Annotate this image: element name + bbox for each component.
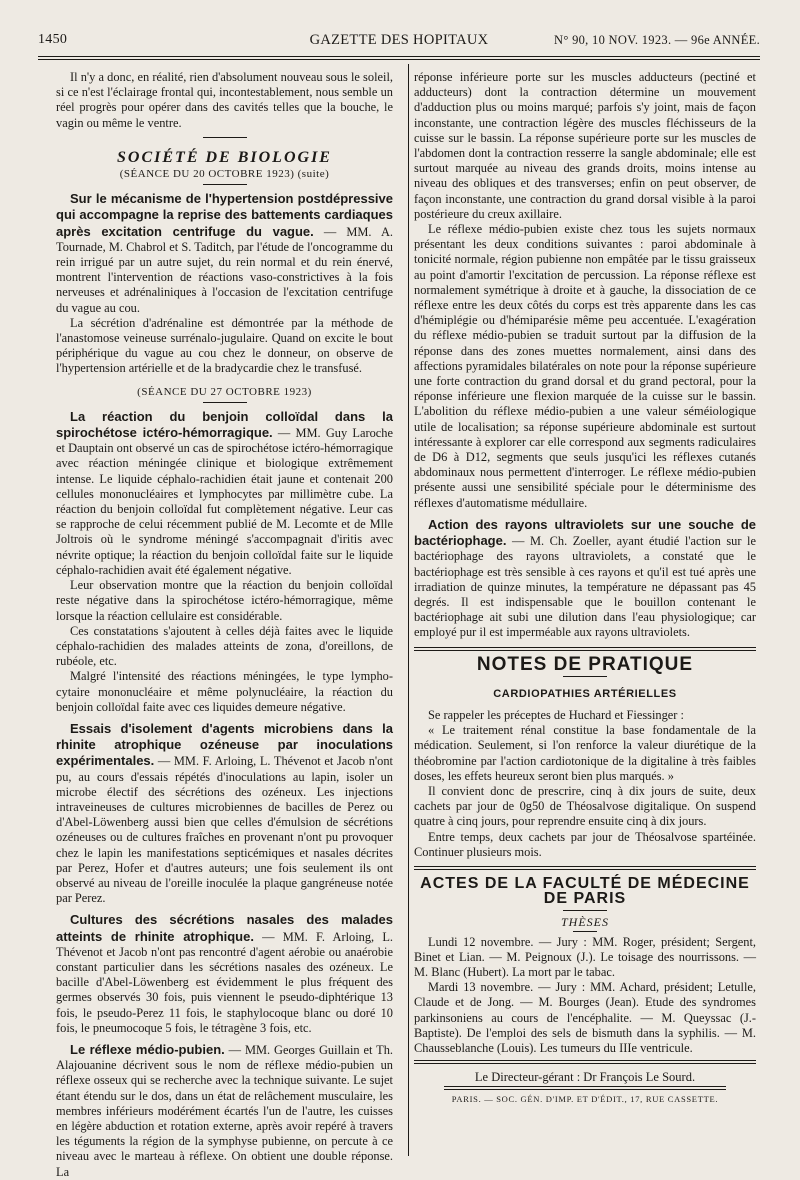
intro-paragraph: Il n'y a donc, en réalité, rien d'absolument nouveau sous le soleil, si ce n'est l'éclairage frontal qui, incontestablement, nous semble un réel progrès pour opérer dans des cavités telles que la bouche, le vagin ou même le ventre. [56, 70, 393, 130]
article-title: La réaction du benjoin colloïdal dans la spirochétose ictéro-hémorragique. [56, 408, 393, 441]
article-reflexe [56, 1042, 393, 1180]
article-title: Cultures des sécrétions nasales des malades atteints de rhinite atrophique. [56, 912, 393, 944]
issue-info: N° 90, 10 NOV. 1923. — 96e ANNÉE. [554, 33, 760, 47]
article-paragraph: La sécrétion d'adrénaline est démontrée par la méthode de l'anastomose veineuse surrénalo-jugulaire. Quand on excite le bout périphérique du vague au cou chez le donneur, on observe de l'hypertension artérielle et de la bradycardie chez le transfusé. [56, 315, 393, 376]
article-title: Le réflexe médio-pubien. [70, 1041, 225, 1057]
article-body: — MM. Guy Laroche et Dauptain ont observé un cas de spirochétose ictéro-hémorragique avec réaction méningée clinique et biologique extrêmement intense. Le liquide céphalo-rachidien était jaune et contenait 200 cellules mononucléaires et lymphocytes par millimètre cube. La réaction du benjoin colloïdal fut complètement négative. Leur cas se rapproche de celui récemment publié de M. Lecomte et de Mlle Joltrois où le syndrome méningé s'accompagnait d'iritis avec névrite optique; la réaction du benjoin colloïdal faite sur le liquide céphalo-rachidien avait été également négative. [56, 426, 393, 577]
column-divider [408, 64, 409, 1156]
notes-heading: NOTES DE PRATIQUE [476, 653, 694, 675]
section-rule [414, 647, 756, 651]
society-heading: SOCIÉTÉ DE BIOLOGIE [117, 148, 332, 166]
header-rule-2 [38, 59, 760, 60]
article-cultures [56, 912, 393, 1036]
article-paragraph: Ces constatations s'ajoutent à celles déjà faites avec le liquide céphalo-rachidien des malades atteints de zona, d'oreillons, de rubéole, etc. [56, 623, 393, 669]
left-column [56, 70, 393, 1180]
notes-paragraph: Se rappeler les préceptes de Huchard et Fiessinger : [428, 707, 684, 722]
printer-line: PARIS. — SOC. GÉN. D'IMP. ET D'ÉDIT., 17, RUE CASSETTE. [451, 1094, 719, 1105]
notes-subheading: CARDIOPATHIES ARTÉRIELLES [493, 687, 677, 700]
section-rule [414, 866, 756, 870]
article-body: — MM. A. Tournade, M. Chabrol et S. Taditch, par l'étude de l'oncogramme du rein irrigué par un autre sujet, du rein normal et du rein énervé, montrent l'intervention de réactions vaso-constrictives à la fois nerveuses et adrénaliniques à l'occasion de l'excitation centrifuge du vague au cou. [56, 224, 393, 315]
notes-paragraph: Il convient donc de prescrire, cinq à dix jours de suite, deux cachets par jour de 0g50 de Théosalvose digitalique. On suspend quatre à cinq jours, pour reprendre ensuite cinq à dix jours. [414, 783, 756, 829]
small-divider [573, 931, 597, 932]
article-bacteriophage [414, 517, 756, 641]
journal-title: GAZETTE DES HOPITAUX [309, 32, 489, 48]
article-title: Essais d'isolement d'agents microbiens dans la rhinite atrophique ozéneuse par inoculations expérimentales. [56, 720, 393, 769]
seance-heading: (SÉANCE DU 20 OCTOBRE 1923) (suite) [119, 168, 330, 181]
article-body: — MM. Georges Guillain et Th. Alajouanine décrivent sous le nom de réflexe médio-pubien un réflexe osseux qui se recherche avec la technique suivante. Le sujet étant étendu sur le dos, dans un état de relâchement musculaire, les membres inférieurs modérément écartés l'un de l'autre, les cuisses en légère abduction et rotation externe, après avoir repéré à travers les téguments la région de la symphyse pubienne, on percute à ce niveau avec le marteau à réflexe. On obtient une double réponse. La [56, 1042, 393, 1179]
article-paragraph: Malgré l'intensité des réactions méningées, le type lympho-cytaire mononucléaire et même polynucléaire, la réaction du benjoin colloïdal faite avec ces liquides demeure négative. [56, 669, 393, 714]
article-body: — MM. F. Arloing, L. Thévenot et Jacob n'ont pas rencontré d'agent aérobie ou anaérobie constant particulier dans les sécrétions nasales des ozéneux. Le bacille d'Abel-Löwenberg est évidemment le plus fréquent des germes observés 30 fois, puis viennent le pseudo-diphtérique 13 fois, le pseudo-Perez 11 fois, le staphylocoque blanc ou doré 10 fois, le pneumocoque 5 fois, le tétragène 3 fois, etc. [56, 929, 393, 1035]
section-divider [203, 137, 247, 138]
article-rhinite-essais [56, 721, 393, 906]
article-title: Action des rayons ultraviolets sur une souche de bactériophage. [414, 516, 756, 549]
article-title: Sur le mécanisme de l'hypertension postdépressive qui accompagne la reprise des battements cardiaques après excitation centrifuge du vague. [56, 191, 393, 239]
article-benjoin [56, 409, 393, 578]
notes-paragraph: Entre temps, deux cachets par jour de Théosalvose spartéinée. Continuer plusieurs mois. [414, 829, 756, 859]
article-body: — M. Ch. Zoeller, ayant étudié l'action sur le bactériophage des rayons ultraviolets, a constaté que le bactériophage est très sensible à ces rayons et qu'il est tué après une irradiation de quinze minutes, la température ne dépassant pas 45 degrés. Il est indispensable que le bouillon contenant le bactériophage ait subi une dilution dans l'eau physiologique; car employé pur il est imperméable aux rayons ultraviolets. [414, 534, 756, 640]
page-number: 1450 [38, 32, 68, 47]
seance-heading-2: (SÉANCE DU 27 OCTOBRE 1923) [137, 385, 312, 398]
header-rule [38, 56, 760, 57]
director-signature: Le Directeur-gérant : Dr François Le Sourd. [474, 1070, 696, 1085]
page-header [38, 30, 760, 52]
article-paragraph: Leur observation montre que la réaction du benjoin colloïdal reste négative dans la spirochétose ictéro-hémorragique, même lorsque la réaction cellulaire est considérable. [56, 578, 393, 623]
theses-entry: Mardi 13 novembre. — Jury : MM. Achard, président; Letulle, Claude et de Jong. — M. Bourges (Jean). Etude des syndromes parkinsoniens au cours de l'encéphalite. — M. Queyssac (J.-Baptiste). De l'emploi des sels de bismuth dans la syphilis. — M. Chausseblanche (Louis). Les tumeurs du IIIe ventricule. [414, 980, 756, 1055]
notes-paragraph: « Le traitement rénal constitue la base fondamentale de la médication. Seulement, si l'on renforce la valeur diurétique de la théobromine par l'action cardiotonique de la digitaline à très faibles doses, les effets heureux seront bien plus marqués. » [414, 723, 756, 783]
right-column [414, 70, 756, 1108]
article-continued: réponse inférieure porte sur les muscles adducteurs (pectiné et adducteurs) dont la contraction détermine un mouvement d'adduction plus ou moins marqué; parfois s'y joint, mais de façon inconstante, une contraction légère des muscles fléchisseurs de la cuisse sur le bassin. La réponse supérieure porte sur les muscles de l'abdomen dont la contraction resserre la sangle abdominale; elle est surtout marquée au niveau des grands droits, moins intense au niveau des obliques et des transverses; enfin on peut observer, de façon inconstante, une contraction du grand dorsal visible à la paroi postérieure du creux axillaire. [414, 70, 756, 221]
article-body: — MM. F. Arloing, L. Thévenot et Jacob n'ont pu, au cours d'essais répétés d'inoculations au lapin, isoler un microbe électif des sécrétions des ozéneux. Les injections intraveineuses de cultures microbiennes de bacilles de Perez ou d'Abel-Löwenberg aussi bien que celles d'émulsion de sécrétions ozéneuses ou de cultures fraîches en provenant n'ont pu provoquer chez le lapin les manifestations septicémiques et nasales décrites par Perez, Hofer et d'autres auteurs; une fois seulement ils ont observé au niveau de l'oreille inoculée la plaque gangréneuse notée par Perez. [56, 754, 393, 906]
small-divider [563, 910, 607, 911]
theses-entry: Lundi 12 novembre. — Jury : MM. Roger, président; Sergent, Binet et Lian. — M. Peignoux (J.). Le toisage des nourrissons. — M. Blanc (Hubert). La mort par le tabac. [414, 934, 756, 979]
small-divider [563, 676, 607, 677]
article-hypertension [56, 191, 393, 316]
footer-rule [414, 1060, 756, 1064]
theses-heading: THÈSES [561, 915, 609, 930]
article-paragraph: Le réflexe médio-pubien existe chez tous les sujets normaux présentant les deux conditions suivantes : paroi abdominale à tonicité normale, région pubienne non empâtée par le tissu graisseux au point d'amortir l'excitation de percussion. La réponse réflexe est normalement symétrique à droite et à gauche, la dissociation de ce réflexe entre les deux côtés du corps est très apparente dans les cas d'hémiplégie ou d'hémiparésie même peu accentuée. L'exagération du réflexe médio-pubien se traduit surtout par la diffusion de la réponse dans des zones muettes normalement, ainsi dans des affections pyramidales bilatérales on note pour la réponse supérieure une forte contraction du grand dorsal et du grand pectoral, pour la réponse inférieure une flexion marquée de la cuisse sur le bassin. L'abolition du réflexe médio-pubien a une valeur séméiologique utile de localisation; sa réponse supérieure abdominale est surtout intéressante à explorer car elle correspond aux segments radiculaires de D6 à D12, segments que seuls jusqu'ici les réflexes cutanés abdominaux nous permettent d'interroger. Le réflexe médio-pubien présente aussi une sensibilité spéciale pour le déterminisme des réflexes d'automatisme médullaire. [414, 222, 756, 510]
actes-heading: ACTES DE LA FACULTÉ DE MÉDECINE DE PARIS [420, 874, 750, 908]
footer-rule-2 [444, 1086, 726, 1090]
